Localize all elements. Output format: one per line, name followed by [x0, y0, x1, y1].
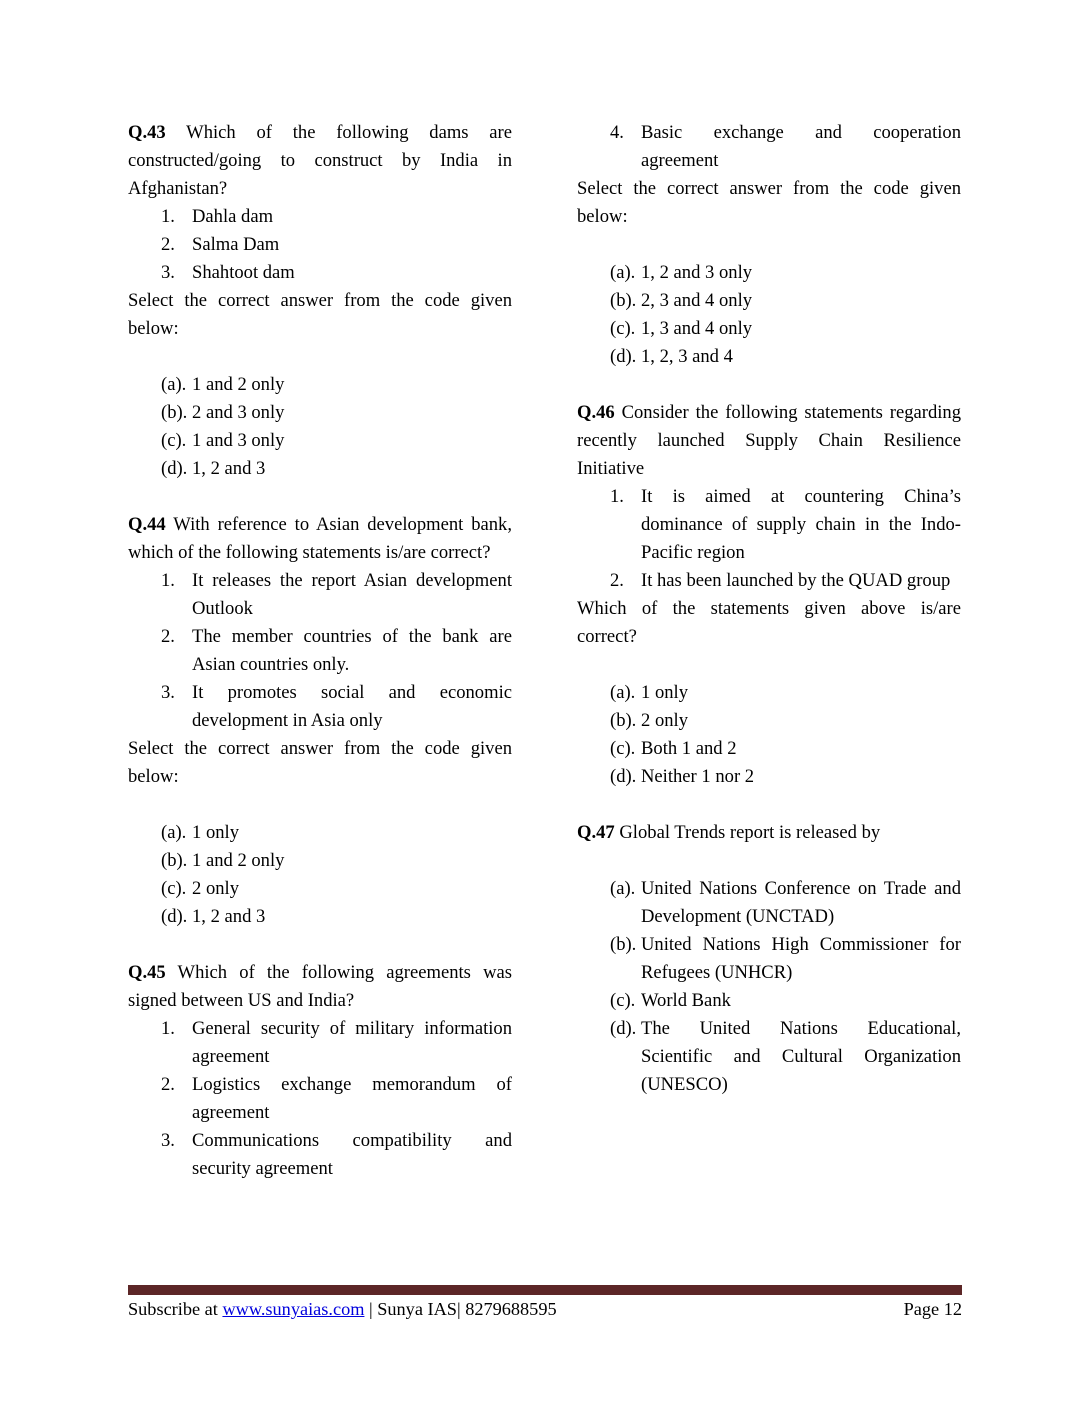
statement-number: 1.: [610, 486, 624, 507]
statement-text: Basic exchange and cooperation agreement: [641, 122, 961, 171]
option-text: United Nations High Commissioner for Refugees (UNHCR): [641, 934, 961, 983]
option-text: 1, 2 and 3: [192, 458, 266, 479]
question-number: Q.45: [128, 962, 166, 983]
statement-number: 3.: [161, 262, 175, 283]
blank-line: [128, 483, 512, 511]
statement-text: Logistics exchange memorandum of agreement: [192, 1074, 512, 1123]
option-label: (d).: [610, 346, 637, 367]
question-paragraph: [128, 511, 512, 567]
answer-option: [128, 399, 512, 427]
option-label: (a).: [610, 682, 636, 703]
blank-line: [577, 371, 961, 399]
statement-list-item: [128, 567, 512, 623]
statement-list-item: [128, 231, 512, 259]
option-label: (a).: [610, 262, 636, 283]
option-label: (b).: [161, 402, 188, 423]
option-text: 1, 2 and 3 only: [641, 262, 753, 283]
option-text: 1, 2, 3 and 4: [641, 346, 733, 367]
question-paragraph: [577, 819, 961, 847]
footer-rule: [128, 1285, 962, 1295]
statement-number: 2.: [610, 570, 624, 591]
option-text: World Bank: [641, 990, 731, 1011]
answer-option: [577, 763, 961, 791]
option-label: (c).: [610, 990, 636, 1011]
statement-text: Shahtoot dam: [192, 262, 295, 283]
option-text: 2 only: [192, 878, 240, 899]
option-label: (d).: [161, 458, 188, 479]
statement-list-item: [128, 1071, 512, 1127]
statement-text: Salma Dam: [192, 234, 280, 255]
option-text: 1, 2 and 3: [192, 906, 266, 927]
statement-list-item: [128, 1015, 512, 1071]
answer-option: [577, 931, 961, 987]
statement-list-item: [128, 1127, 512, 1183]
option-text: 1 and 3 only: [192, 430, 285, 451]
question-text: Which of the following dams are constructed/going to construct by India in Afghanistan?: [128, 122, 513, 199]
statement-number: 3.: [161, 682, 175, 703]
column-left: [128, 119, 512, 1183]
statement-number: 3.: [161, 1130, 175, 1151]
question-text: With reference to Asian development bank, which of the following statements is/are correct?: [128, 514, 512, 563]
footer-contact-text: | Sunya IAS| 8279688595: [364, 1299, 557, 1319]
answer-option: [128, 819, 512, 847]
answer-option: [577, 287, 961, 315]
footer-subscribe-text: [128, 1295, 557, 1323]
answer-option: [577, 343, 961, 371]
option-text: Both 1 and 2: [641, 738, 737, 759]
option-label: (a).: [161, 374, 187, 395]
option-text: 2, 3 and 4 only: [641, 290, 753, 311]
statement-number: 1.: [161, 1018, 175, 1039]
option-text: 1 only: [641, 682, 689, 703]
question-number: Q.47: [577, 822, 615, 843]
blank-line: [128, 931, 512, 959]
page-footer: [128, 1295, 962, 1323]
statement-list-item: [128, 203, 512, 231]
option-text: 1 only: [192, 822, 240, 843]
question-number: Q.46: [577, 402, 615, 423]
statement-text: Dahla dam: [192, 206, 274, 227]
answer-option: [128, 875, 512, 903]
answer-option: [577, 315, 961, 343]
answer-option: [577, 1015, 961, 1099]
option-label: (c).: [161, 430, 187, 451]
option-label: (d).: [610, 1018, 637, 1039]
option-label: (c).: [610, 738, 636, 759]
option-text: 1 and 2 only: [192, 374, 285, 395]
statement-number: 1.: [161, 206, 175, 227]
option-text: 2 and 3 only: [192, 402, 285, 423]
website-link[interactable]: www.sunyaias.com: [222, 1299, 365, 1319]
answer-option: [577, 875, 961, 931]
statement-text: It has been launched by the QUAD group: [641, 570, 951, 591]
statement-text: It releases the report Asian development Outlook: [192, 570, 512, 619]
answer-option: [577, 679, 961, 707]
option-label: (a).: [161, 822, 187, 843]
option-text: The United Nations Educational, Scientific and Cultural Organization (UNESCO): [641, 1018, 961, 1095]
statement-text: It promotes social and economic development in Asia only: [192, 682, 512, 731]
option-label: (c).: [161, 878, 187, 899]
statement-list-item: [128, 679, 512, 735]
option-text: 1 and 2 only: [192, 850, 285, 871]
statement-number: 2.: [161, 626, 175, 647]
answer-option: [577, 987, 961, 1015]
question-number: Q.43: [128, 122, 166, 143]
blank-line: [128, 791, 512, 819]
option-label: (d).: [161, 906, 188, 927]
option-text: United Nations Conference on Trade and Development (UNCTAD): [641, 878, 961, 927]
statement-text: The member countries of the bank are Asian countries only.: [192, 626, 512, 675]
answer-option: [128, 903, 512, 931]
instruction-paragraph: Select the correct answer from the code given below:: [128, 738, 512, 787]
statement-number: 2.: [161, 234, 175, 255]
answer-option: [128, 371, 512, 399]
page-content: [128, 119, 961, 1183]
question-paragraph: [128, 959, 512, 1015]
answer-option: [128, 427, 512, 455]
question-paragraph: [128, 119, 512, 203]
blank-line: [577, 651, 961, 679]
instruction-paragraph: Select the correct answer from the code given below:: [128, 290, 512, 339]
statement-text: It is aimed at countering China’s dominance of supply chain in the Indo-Pacific region: [641, 486, 961, 563]
answer-option: [577, 707, 961, 735]
question-text: Which of the following agreements was signed between US and India?: [128, 962, 512, 1011]
statement-number: 1.: [161, 570, 175, 591]
option-text: 1, 3 and 4 only: [641, 318, 753, 339]
answer-option: [577, 735, 961, 763]
answer-option: [128, 455, 512, 483]
statement-list-item: [577, 567, 961, 595]
blank-line: [577, 791, 961, 819]
instruction-paragraph: Select the correct answer from the code given below:: [577, 178, 961, 227]
blank-line: [128, 343, 512, 371]
statement-list-item: [577, 119, 961, 175]
statement-list-item: [128, 259, 512, 287]
statement-list-item: [577, 483, 961, 567]
footer-subscribe-prefix: Subscribe at: [128, 1299, 223, 1319]
option-text: 2 only: [641, 710, 689, 731]
statement-text: Communications compatibility and security agreement: [192, 1130, 512, 1179]
blank-line: [577, 231, 961, 259]
statement-text: General security of military information agreement: [192, 1018, 512, 1067]
statement-number: 2.: [161, 1074, 175, 1095]
question-number: Q.44: [128, 514, 166, 535]
statement-list-item: [128, 623, 512, 679]
column-right: [577, 119, 961, 1183]
option-label: (d).: [610, 766, 637, 787]
question-text: Global Trends report is released by: [619, 822, 881, 843]
option-text: Neither 1 nor 2: [641, 766, 755, 787]
option-label: (b).: [610, 710, 637, 731]
question-text: Consider the following statements regarding recently launched Supply Chain Resilience Initiative: [577, 402, 962, 479]
option-label: (a).: [610, 878, 636, 899]
instruction-paragraph: Which of the statements given above is/are correct?: [577, 598, 961, 647]
page-number: Page 12: [903, 1299, 962, 1319]
question-paragraph: [577, 399, 961, 483]
option-label: (b).: [610, 934, 637, 955]
option-label: (b).: [161, 850, 188, 871]
statement-number: 4.: [610, 122, 624, 143]
answer-option: [577, 259, 961, 287]
blank-line: [577, 847, 961, 875]
answer-option: [128, 847, 512, 875]
option-label: (c).: [610, 318, 636, 339]
option-label: (b).: [610, 290, 637, 311]
